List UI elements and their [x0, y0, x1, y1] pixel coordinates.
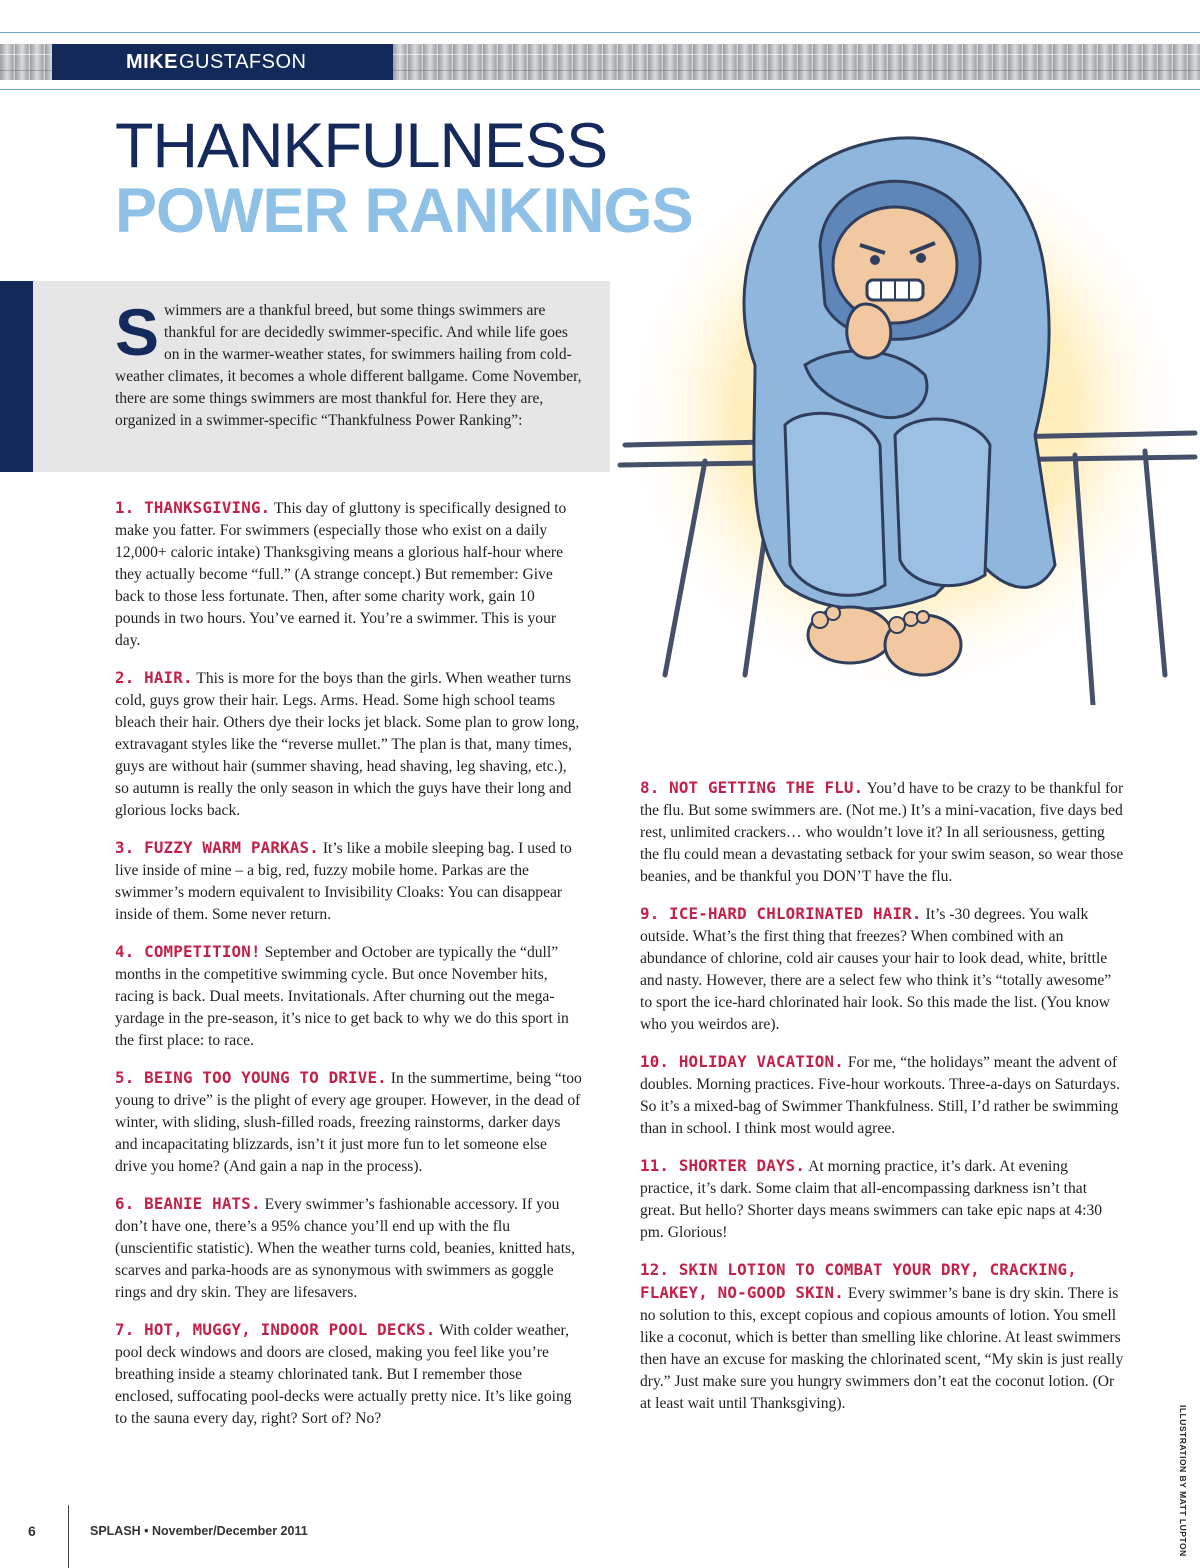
author-bar: [52, 44, 393, 80]
intro-accent-bar: [0, 281, 33, 472]
ranking-body: This day of gluttony is specifically designed to make you fatter. For swimmers (especially those who exist on a daily 12,000+ caloric intake) Thanksgiving means a glorious half-hour where they actually become “full.” (A strange concept.) But remember: Give back to those less fortunate. Then, after some charity work, gain 10 pounds in two hours. You’ve earned it. You’re a swimmer. This is your day.: [115, 500, 567, 649]
ranking-body: It’s like a mobile sleeping bag. I used to live inside of mine – a big, red, fuzzy mobile home. Parkas are the swimmer’s modern equivalent to Invisibility Cloaks: You can disappear inside of them. Some never return.: [115, 840, 572, 923]
header-rule-bottom: [0, 89, 1200, 90]
ranking-heading: 7. HOT, MUGGY, INDOOR POOL DECKS.: [115, 1320, 436, 1339]
ranking-heading: 8. NOT GETTING THE FLU.: [640, 778, 864, 797]
ranking-body: This is more for the boys than the girls. When weather turns cold, guys grow their hair. Legs. Arms. Head. Some high school teams bleach their hair. Others dye their locks jet black. Some plan to grow long, extravagant styles like the “reverse mullet.” The plan is that, many times, guys are without hair (summer shaving, head shaving, leg shaving, etc.), so autumn is really the only season in which the guys have their long and glorious locks back.: [115, 670, 580, 819]
ranking-heading: 2. HAIR.: [115, 668, 193, 687]
lane-rope-decoration-left: [0, 44, 52, 80]
ranking-body: At morning practice, it’s dark. At evening practice, it’s dark. Some claim that all-encompassing darkness isn’t that great. But hello? Shorter days means swimmers can take epic naps at 4:30 pm. Glorious!: [640, 1158, 1103, 1241]
ranking-item: [115, 1193, 582, 1304]
illustration-credit: [1176, 1405, 1192, 1557]
ranking-item: [640, 1051, 1125, 1140]
page-number: 6: [28, 1523, 36, 1539]
ranking-body: Every swimmer’s bane is dry skin. There is no solution to this, except copious and copious amounts of lotion. You smell like a coconut, which is better than smelling like chlorine. At least swimmers then have an excuse for masking the chlorinated scent, “My skin is just really dry.” Just make sure you hungry swimmers don’t eat the coconut lotion. (Or at least wait until Thanksgiving).: [640, 1285, 1124, 1412]
ranking-body: For me, “the holidays” meant the advent of doubles. Morning practices. Five-hour workouts. Three-a-days on Saturdays. So it’s a mixed-bag of Swimmer Thankfulness. Still, I’d rather be swimming than in school. I think most would agree.: [640, 1054, 1120, 1137]
drop-cap: S: [115, 295, 160, 369]
ranking-item: [115, 941, 582, 1052]
ranking-item: [115, 1067, 582, 1178]
ranking-heading: 3. FUZZY WARM PARKAS.: [115, 838, 319, 857]
ranking-item: [115, 667, 582, 822]
ranking-body: You’d have to be crazy to be thankful for the flu. But some swimmers are. (Not me.) It’s a mini-vacation, five days bed rest, unlimited crackers… who wouldn’t love it? In all seriousness, getting the flu could mean a devastating setback for your swim season, so wear those beanies, and be thankful you DON’T have the flu.: [640, 780, 1124, 885]
right-column: [640, 777, 1125, 1430]
ranking-body: September and October are typically the “dull” months in the competitive swimming cycle. But once November hits, racing is back. Dual meets. Invitationals. After churning out the mega-yardage in the pre-season, it’s nice to get back to why we do this sport in the first place: to race.: [115, 944, 569, 1049]
ranking-item: [640, 1259, 1125, 1415]
ranking-body: It’s -30 degrees. You walk outside. What’s the first thing that freezes? When combined with an abundance of chlorine, cold air causes your hair to look dead, white, brittle and nasty. However, there are a select few who think it’s “totally awesome” to sport the ice-hard chlorinated hair look. So this made the list. (You know who you weirdos are).: [640, 906, 1112, 1033]
ranking-body: In the summertime, being “too young to drive” is the plight of every age grouper. However, in the dead of winter, with sliding, slush-filled roads, freezing rainstorms, darker days and incapacitating blizzards, isn’t it just more fun to let someone else drive you home? (And gain a nap in the process).: [115, 1070, 582, 1175]
ranking-heading: 1. THANKSGIVING.: [115, 498, 271, 517]
ranking-heading: 9. ICE-HARD CHLORINATED HAIR.: [640, 904, 922, 923]
ranking-heading: 12. SKIN LOTION TO COMBAT YOUR DRY, CRACKING, FLAKEY, NO-GOOD SKIN.: [640, 1260, 1077, 1302]
author-first-name: MIKE: [126, 51, 178, 73]
ranking-heading: 4. COMPETITION!: [115, 942, 261, 961]
ranking-item: [640, 903, 1125, 1036]
ranking-body: Every swimmer’s fashionable accessory. If you don’t have one, there’s a 95% chance you’ll end up with the flu (unscientific statistic). When the weather turns cold, beanies, knitted hats, scarves and parka-hoods are as synonymous with swimmers as goggle rings and dry skin. They are lifesavers.: [115, 1196, 576, 1301]
ranking-heading: 5. BEING TOO YOUNG TO DRIVE.: [115, 1068, 387, 1087]
author-last-name: GUSTAFSON: [179, 51, 307, 73]
lane-rope-decoration-right: [393, 44, 1200, 80]
article-title-line1: THANKFULNESS: [115, 111, 608, 181]
ranking-body: With colder weather, pool deck windows and doors are closed, making you feel like you’re breathing inside a steamy chlorinated tank. But I remember those enclosed, suffocating pool-decks were actually pretty nice. It’s like going to the sauna every day, right? Sort of? No?: [115, 1322, 572, 1427]
swimmer-parka-illustration: [605, 115, 1200, 705]
ranking-heading: 10. HOLIDAY VACATION.: [640, 1052, 844, 1071]
illustration-credit-text: ILLUSTRATION BY MATT LUPTON: [1178, 1405, 1188, 1557]
ranking-item: [640, 777, 1125, 888]
ranking-item: [640, 1155, 1125, 1244]
intro-paragraph: [115, 295, 585, 432]
left-column: [115, 497, 582, 1445]
intro-body: wimmers are a thankful breed, but some things swimmers are thankful for are decidedly swimmer-specific. And while life goes on in the warmer-weather states, for swimmers hailing from cold-weather climates, it becomes a whole different ballgame. Come November, there are some things swimmers are most thankful for. Here they are, organized in a swimmer-specific “Thankfulness Power Ranking”:: [115, 302, 582, 429]
publication-info: SPLASH • November/December 2011: [90, 1524, 308, 1538]
ranking-item: [115, 837, 582, 926]
ranking-item: [115, 1319, 582, 1430]
footer-divider: [68, 1505, 69, 1568]
article-title-line2: POWER RANKINGS: [115, 176, 693, 246]
header-rule-top: [0, 32, 1200, 33]
ranking-heading: 11. SHORTER DAYS.: [640, 1156, 806, 1175]
ranking-heading: 6. BEANIE HATS.: [115, 1194, 261, 1213]
ranking-item: [115, 497, 582, 652]
